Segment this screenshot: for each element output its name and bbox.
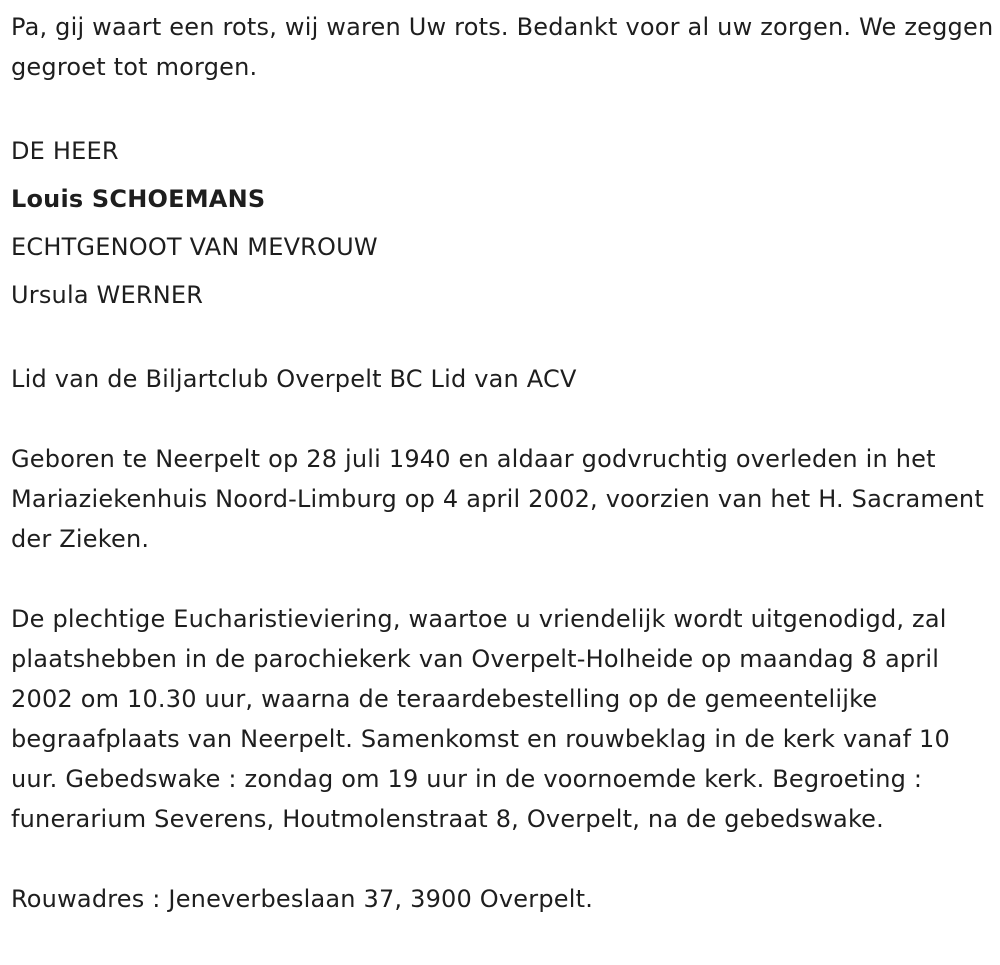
address-paragraph: Rouwadres : Jeneverbeslaan 37, 3900 Overpelt. (11, 885, 594, 913)
spouse-name: Ursula WERNER (11, 281, 204, 309)
memberships-paragraph: Lid van de Biljartclub Overpelt BC Lid van ACV (11, 365, 577, 393)
spacer (11, 319, 996, 359)
birth-death-paragraph: Geboren te Neerpelt op 28 juli 1940 en aldaar godvruchtig overleden in het Mariaziekenhuis Noord-Limburg op 4 april 2002, voorzien van het H. Sacrament der Zieken. (11, 445, 984, 553)
spacer (11, 87, 996, 127)
spacer (11, 839, 996, 879)
deceased-title: DE HEER (11, 137, 119, 165)
spacer (11, 559, 996, 599)
spacer (11, 399, 996, 439)
obituary-document (11, 7, 996, 919)
ceremony-paragraph: De plechtige Eucharistieviering, waartoe u vriendelijk wordt uitgenodigd, zal plaatshebben in de parochiekerk van Overpelt-Holheide op maandag 8 april 2002 om 10.30 uur, waarna de teraardebestelling op de gemeentelijke begraafplaats van Neerpelt. Samenkomst en rouwbeklag in de kerk vanaf 10 uur. Gebedswake : zondag om 19 uur in de voornoemde kerk. Begroeting : funerarium Severens, Houtmolenstraat 8, Overpelt, na de gebedswake. (11, 605, 950, 833)
deceased-name: Louis SCHOEMANS (11, 185, 266, 213)
intro-paragraph: Pa, gij waart een rots, wij waren Uw rots. Bedankt voor al uw zorgen. We zeggen gegroet tot morgen. (11, 13, 994, 81)
deceased-relation: ECHTGENOOT VAN MEVROUW (11, 233, 378, 261)
